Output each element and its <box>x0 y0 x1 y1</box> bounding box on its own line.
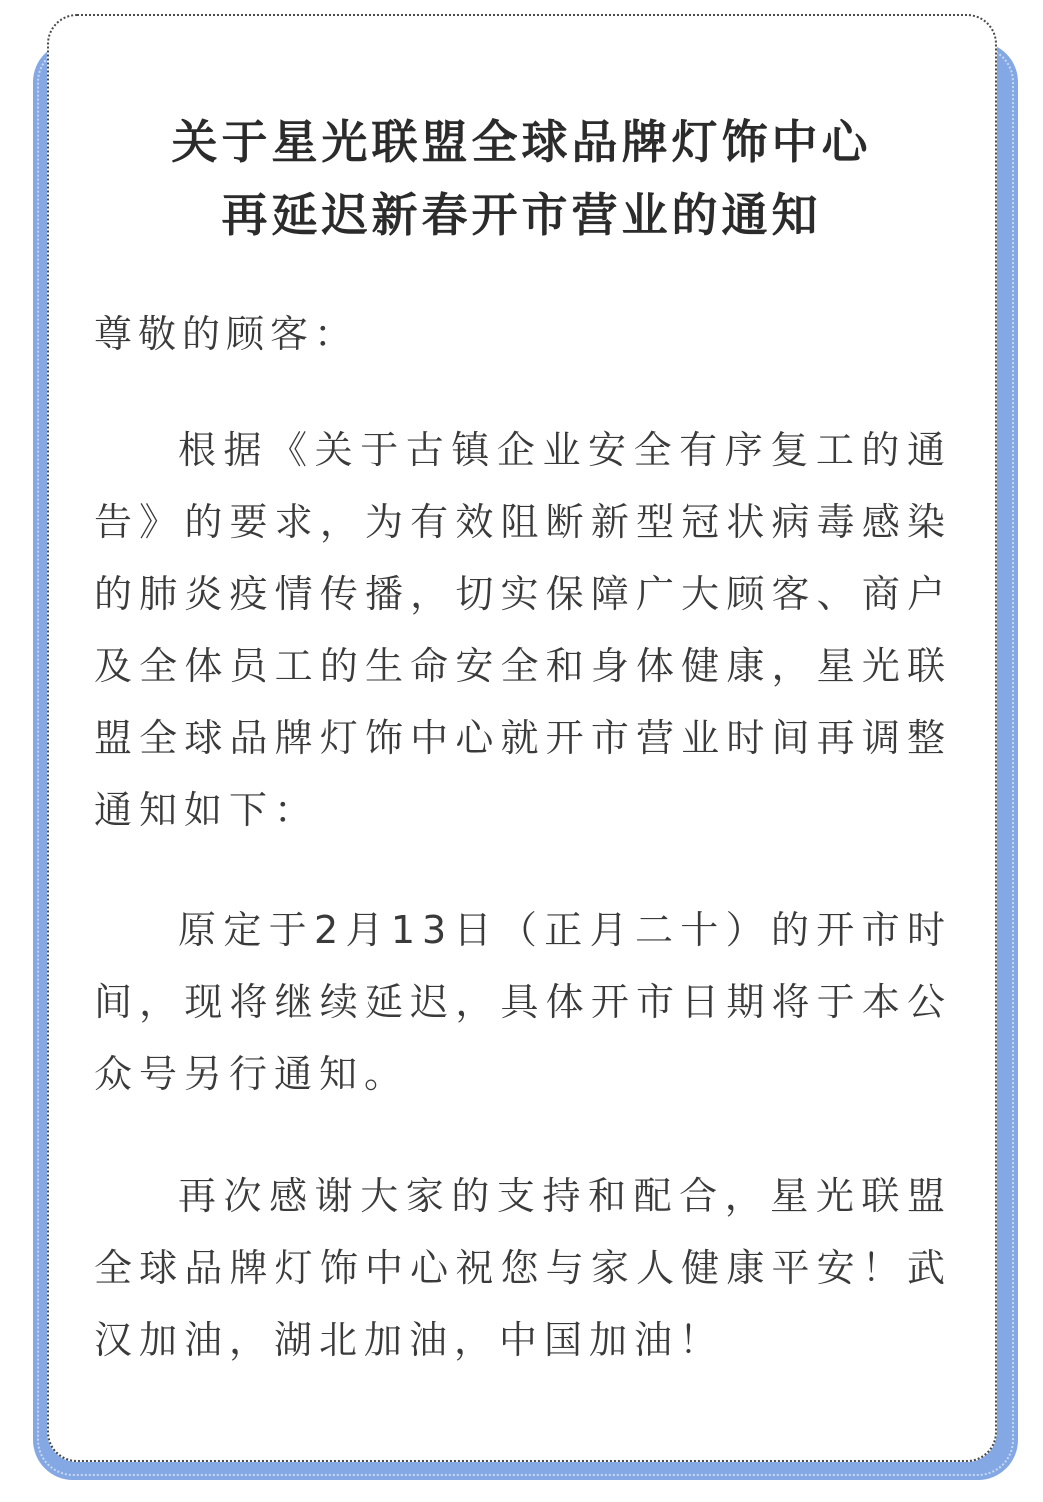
notice-title-line-2: 再延迟新春开市营业的通知 <box>221 188 822 242</box>
notice-title-line-1: 关于星光联盟全球品牌灯饰中心 <box>171 115 872 169</box>
notice-paragraph-2: 原定于2月13日（正月二十）的开市时间，现将继续延迟，具体开市日期将于本公众号另行通知。 <box>94 908 952 1096</box>
notice-paragraph-1: 根据《关于古镇企业安全有序复工的通告》的要求，为有效阻断新型冠状病毒感染的肺炎疫情传播，切实保障广大顾客、商户及全体员工的生命安全和身体健康，星光联盟全球品牌灯饰中心就开市营业时间再调整通知如下： <box>94 428 952 832</box>
notice-paragraph-3: 再次感谢大家的支持和配合，星光联盟全球品牌灯饰中心祝您与家人健康平安！武汉加油，湖北加油，中国加油！ <box>94 1174 952 1362</box>
greeting: 尊敬的顾客： <box>94 312 359 356</box>
